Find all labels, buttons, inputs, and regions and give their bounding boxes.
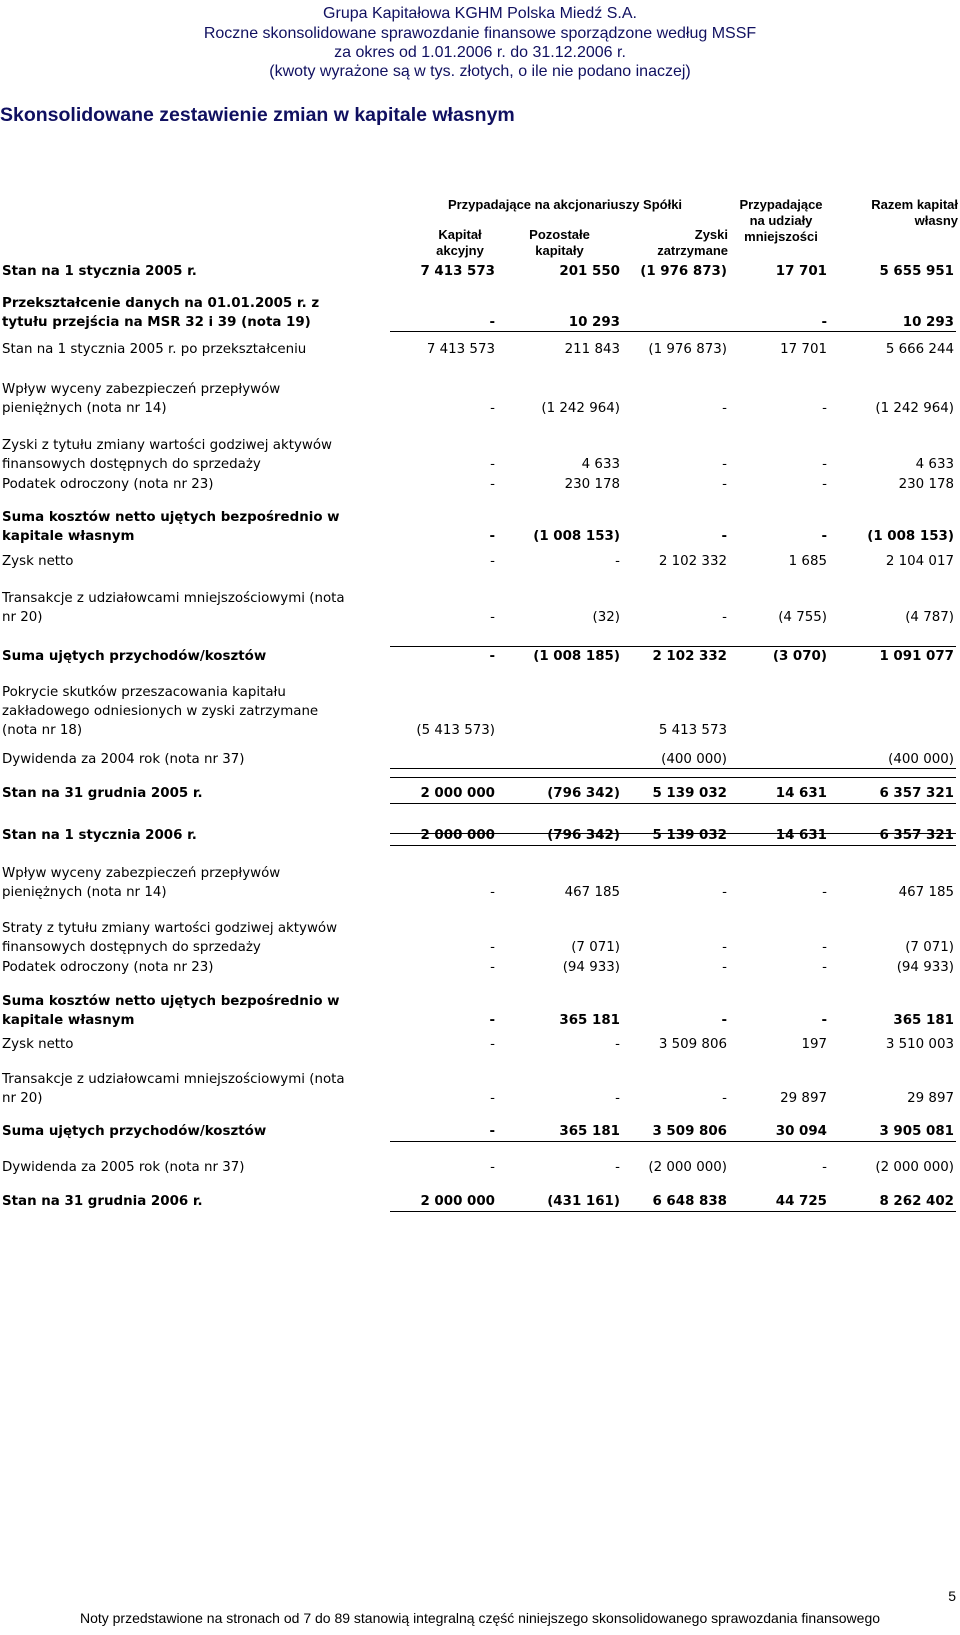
row-label: Stan na 1 stycznia 2006 r. [2, 828, 197, 843]
page-number: 5 [948, 1588, 956, 1604]
cell-minority-interest: - [822, 940, 827, 955]
cell-total-equity: (7 071) [905, 940, 954, 955]
row-label: Stan na 31 grudnia 2005 r. [2, 786, 203, 801]
cell-total-equity: 365 181 [893, 1013, 954, 1028]
row-label: Podatek odroczony (nota nr 23) [2, 960, 214, 975]
col-header-total-equity: Razem kapitał własny [871, 197, 958, 228]
cell-minority-interest: 1 685 [788, 554, 827, 569]
cell-retained-earnings: - [722, 960, 727, 975]
cell-share-capital: - [490, 1091, 495, 1106]
cell-retained-earnings: - [721, 529, 727, 544]
cell-share-capital: - [490, 610, 495, 625]
row-label: Suma ujętych przychodów/kosztów [2, 649, 267, 664]
row-label: Wpływ wyceny zabezpieczeń przepływów pieniężnych (nota nr 14) [2, 382, 281, 416]
cell-other-capital: (1 242 964) [541, 401, 620, 416]
page-title: Skonsolidowane zestawienie zmian w kapitale własnym [0, 104, 515, 126]
cell-total-equity: (1 008 153) [867, 529, 954, 544]
cell-share-capital: - [490, 401, 495, 416]
cell-retained-earnings: - [722, 457, 727, 472]
row-label: Dywidenda za 2005 rok (nota nr 37) [2, 1160, 245, 1175]
row-label: Stan na 31 grudnia 2006 r. [2, 1194, 203, 1209]
cell-other-capital: - [615, 554, 620, 569]
cell-share-capital: - [490, 960, 495, 975]
row-label: Zysk netto [2, 554, 74, 569]
cell-minority-interest: 14 631 [775, 828, 827, 843]
row-label: Stan na 1 stycznia 2005 r. [2, 264, 197, 279]
cell-total-equity: (2 000 000) [875, 1160, 954, 1175]
row-label: Transakcje z udziałowcami mniejszościowymi (nota nr 20) [2, 591, 345, 625]
cell-other-capital: 230 178 [564, 477, 620, 492]
cell-share-capital: - [490, 1037, 495, 1052]
cell-share-capital: - [490, 1160, 495, 1175]
cell-other-capital: 10 293 [568, 315, 620, 330]
cell-retained-earnings: - [722, 610, 727, 625]
cell-other-capital: (32) [592, 610, 620, 625]
cell-share-capital: - [489, 649, 495, 664]
cell-minority-interest: 17 701 [775, 264, 827, 279]
cell-share-capital: 7 413 573 [426, 342, 495, 357]
row-label: Podatek odroczony (nota nr 23) [2, 477, 214, 492]
cell-other-capital: 467 185 [564, 885, 620, 900]
cell-retained-earnings: (1 976 873) [648, 342, 727, 357]
cell-retained-earnings: (2 000 000) [648, 1160, 727, 1175]
row-label: Zysk netto [2, 1037, 74, 1052]
cell-total-equity: 230 178 [898, 477, 954, 492]
cell-retained-earnings: - [722, 401, 727, 416]
cell-retained-earnings: - [722, 885, 727, 900]
cell-other-capital: (1 008 185) [533, 649, 620, 664]
cell-total-equity: 467 185 [898, 885, 954, 900]
row-label: Zyski z tytułu zmiany wartości godziwej aktywów finansowych dostępnych do sprzedaży [2, 438, 332, 472]
cell-share-capital: - [490, 457, 495, 472]
cell-other-capital: 4 633 [581, 457, 620, 472]
col-header-retained-earnings: Zyski zatrzymane [657, 227, 728, 258]
cell-share-capital: - [490, 885, 495, 900]
underline-rule [390, 777, 956, 778]
cell-other-capital: (94 933) [562, 960, 620, 975]
cell-other-capital: (431 161) [547, 1194, 620, 1209]
cell-total-equity: 3 510 003 [885, 1037, 954, 1052]
underline-rule [390, 646, 956, 647]
row-label: Przekształcenie danych na 01.01.2005 r. z tytułu przejścia na MSR 32 i 39 (nota 19) [2, 296, 320, 330]
cell-share-capital: (5 413 573) [416, 723, 495, 738]
report-subtitle: Roczne skonsolidowane sprawozdanie finansowe sporządzone według MSSF [203, 25, 757, 42]
cell-share-capital: 2 000 000 [420, 786, 495, 801]
cell-minority-interest: 30 094 [775, 1124, 827, 1139]
cell-total-equity: (4 787) [905, 610, 954, 625]
cell-retained-earnings: - [721, 1013, 727, 1028]
cell-total-equity: 4 633 [915, 457, 954, 472]
cell-total-equity: 2 104 017 [885, 554, 954, 569]
cell-total-equity: 5 655 951 [879, 264, 954, 279]
cell-other-capital: - [615, 1091, 620, 1106]
cell-total-equity: 6 357 321 [879, 828, 954, 843]
cell-total-equity: (400 000) [888, 752, 954, 767]
cell-share-capital: - [489, 315, 495, 330]
cell-minority-interest: (3 070) [772, 649, 827, 664]
report-period: za okres od 1.01.2006 r. do 31.12.2006 r. [334, 44, 626, 61]
cell-total-equity: (1 242 964) [875, 401, 954, 416]
row-label: Stan na 1 stycznia 2005 r. po przekształceniu [2, 342, 307, 357]
underline-rule [390, 1141, 956, 1142]
underline-rule [390, 803, 956, 804]
cell-total-equity: 6 357 321 [879, 786, 954, 801]
cell-retained-earnings: 5 139 032 [652, 786, 727, 801]
cell-minority-interest: 44 725 [775, 1194, 827, 1209]
cell-retained-earnings: 6 648 838 [652, 1194, 727, 1209]
cell-other-capital: - [615, 1160, 620, 1175]
underline-rule [390, 833, 956, 834]
cell-retained-earnings: (1 976 873) [640, 264, 727, 279]
underline-rule [390, 768, 956, 769]
row-label: Transakcje z udziałowcami mniejszościowymi (nota nr 20) [2, 1072, 345, 1106]
cell-other-capital: 211 843 [564, 342, 620, 357]
cell-share-capital: - [489, 529, 495, 544]
cell-other-capital: (1 008 153) [533, 529, 620, 544]
cell-total-equity: 29 897 [907, 1091, 954, 1106]
cell-other-capital: (796 342) [547, 828, 620, 843]
cell-minority-interest: 29 897 [780, 1091, 827, 1106]
footer-note: Noty przedstawione na stronach od 7 do 89 stanowią integralną część niniejszego skonsolidowanego sprawozdania finansowego [79, 1610, 881, 1626]
cell-retained-earnings: - [722, 1091, 727, 1106]
cell-minority-interest: - [822, 477, 827, 492]
cell-other-capital: (7 071) [571, 940, 620, 955]
cell-minority-interest: - [821, 315, 827, 330]
cell-retained-earnings: 2 102 332 [658, 554, 727, 569]
cell-share-capital: - [490, 554, 495, 569]
row-label: Wpływ wyceny zabezpieczeń przepływów pieniężnych (nota nr 14) [2, 866, 281, 900]
cell-share-capital: - [489, 1013, 495, 1028]
cell-total-equity: 1 091 077 [879, 649, 954, 664]
cell-retained-earnings: 5 139 032 [652, 828, 727, 843]
row-label: Suma ujętych przychodów/kosztów [2, 1124, 267, 1139]
underline-rule [390, 331, 956, 332]
cell-other-capital: - [615, 1037, 620, 1052]
col-header-other-capital: Pozostałe kapitały [529, 227, 590, 258]
cell-minority-interest: - [821, 1013, 827, 1028]
cell-minority-interest: - [822, 885, 827, 900]
row-label: Pokrycie skutków przeszacowania kapitału zakładowego odniesionych w zyski zatrzymane (nota nr 18) [2, 685, 319, 738]
cell-retained-earnings: - [722, 477, 727, 492]
cell-minority-interest: - [822, 401, 827, 416]
cell-total-equity: 8 262 402 [879, 1194, 954, 1209]
cell-total-equity: 5 666 244 [885, 342, 954, 357]
cell-share-capital: 2 000 000 [420, 1194, 495, 1209]
cell-retained-earnings: 5 413 573 [658, 723, 727, 738]
cell-share-capital: 7 413 573 [420, 264, 495, 279]
col-header-minority: Przypadające na udziały mniejszości [739, 197, 823, 244]
col-header-share-capital: Kapitał akcyjny [436, 227, 484, 258]
underline-rule [390, 1211, 956, 1212]
cell-retained-earnings: 3 509 806 [652, 1124, 727, 1139]
underline-rule [390, 845, 956, 846]
cell-other-capital: 365 181 [559, 1124, 620, 1139]
group-header: Przypadające na akcjonariuszy Spółki [447, 197, 683, 212]
cell-total-equity: (94 933) [896, 960, 954, 975]
cell-total-equity: 3 905 081 [879, 1124, 954, 1139]
cell-share-capital: - [489, 1124, 495, 1139]
cell-share-capital: - [490, 940, 495, 955]
row-label: Suma kosztów netto ujętych bezpośrednio w kapitale własnym [2, 510, 340, 544]
cell-minority-interest: 197 [801, 1037, 827, 1052]
cell-minority-interest: - [822, 960, 827, 975]
cell-retained-earnings: (400 000) [661, 752, 727, 767]
cell-retained-earnings: 2 102 332 [652, 649, 727, 664]
amounts-note: (kwoty wyrażone są w tys. złotych, o ile nie podano inaczej) [269, 63, 691, 80]
cell-share-capital: - [490, 477, 495, 492]
cell-minority-interest: - [822, 1160, 827, 1175]
company-name: Grupa Kapitałowa KGHM Polska Miedź S.A. [323, 5, 637, 22]
cell-share-capital: 2 000 000 [420, 828, 495, 843]
cell-other-capital: (796 342) [547, 786, 620, 801]
cell-minority-interest: - [822, 457, 827, 472]
cell-total-equity: 10 293 [902, 315, 954, 330]
cell-minority-interest: 14 631 [775, 786, 827, 801]
row-label: Suma kosztów netto ujętych bezpośrednio w kapitale własnym [2, 994, 340, 1028]
cell-retained-earnings: 3 509 806 [658, 1037, 727, 1052]
cell-minority-interest: 17 701 [780, 342, 827, 357]
cell-minority-interest: (4 755) [778, 610, 827, 625]
row-label: Straty z tytułu zmiany wartości godziwej aktywów finansowych dostępnych do sprzedaży [2, 921, 338, 955]
cell-other-capital: 365 181 [559, 1013, 620, 1028]
cell-other-capital: 201 550 [559, 264, 620, 279]
cell-minority-interest: - [821, 529, 827, 544]
cell-retained-earnings: - [722, 940, 727, 955]
row-label: Dywidenda za 2004 rok (nota nr 37) [2, 752, 245, 767]
